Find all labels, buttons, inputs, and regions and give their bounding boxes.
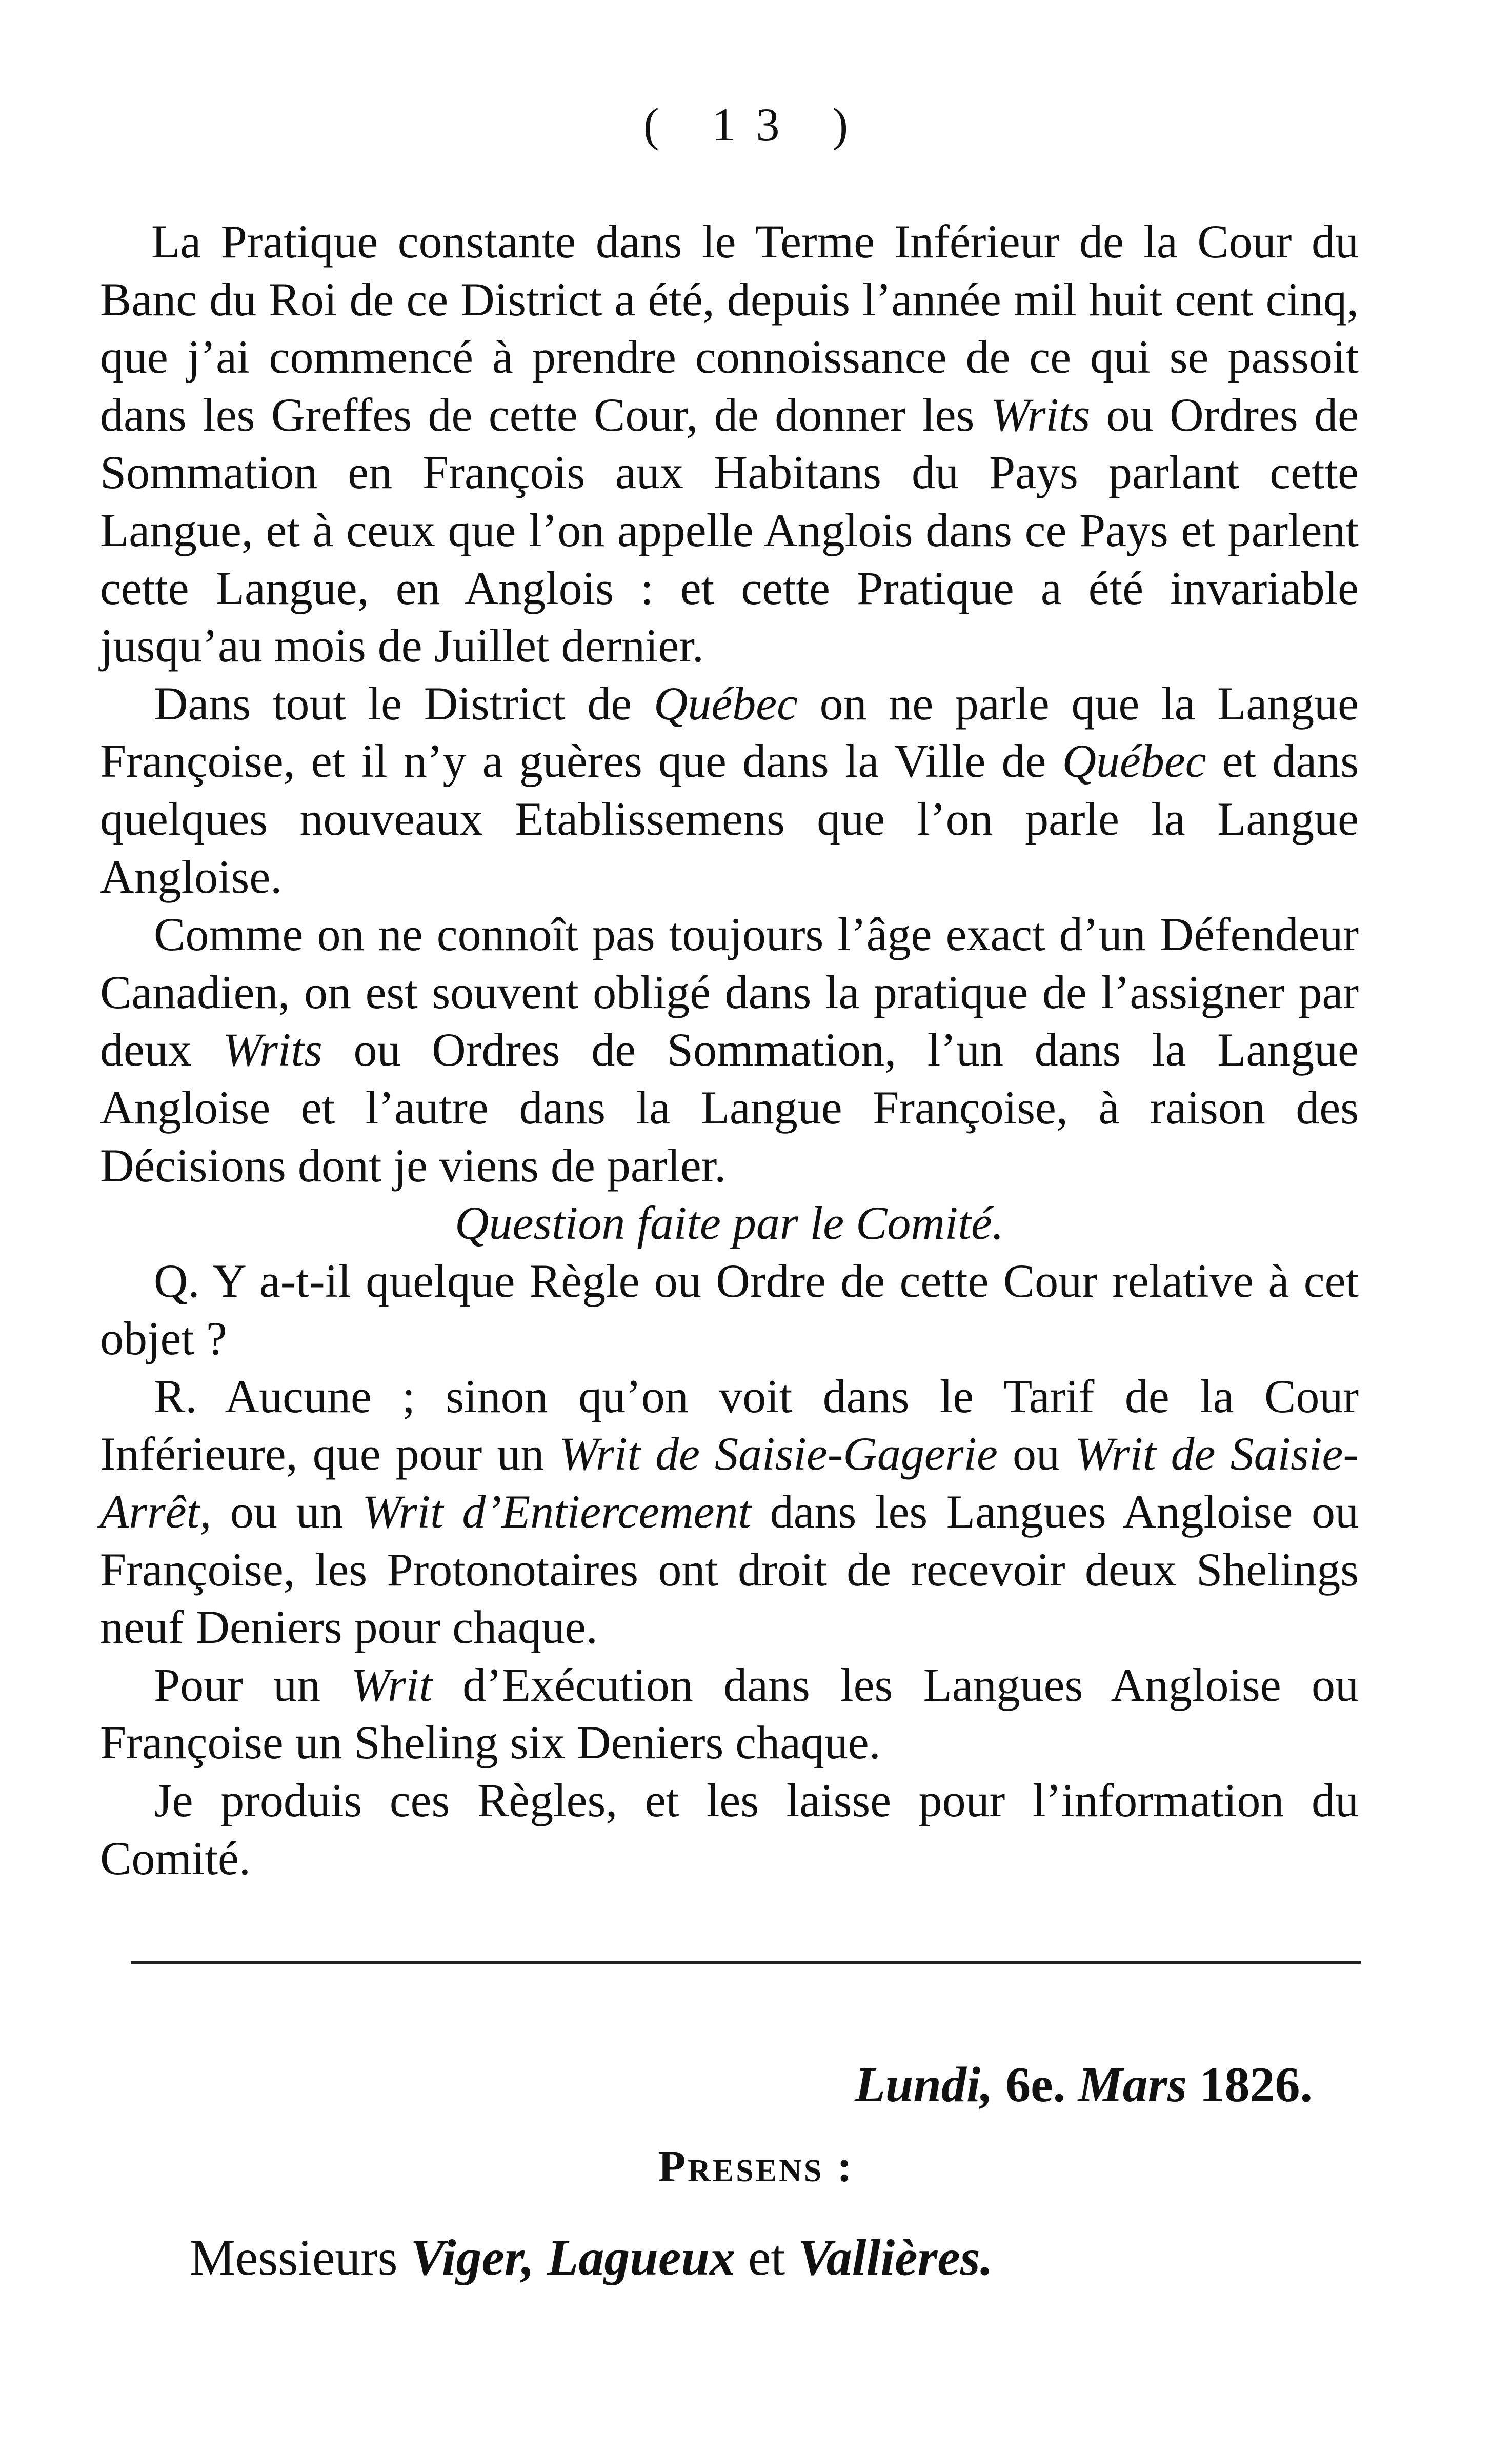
presens-label: Presens : (658, 2142, 854, 2192)
members-and: et (735, 2229, 798, 2286)
member-vallieres: Vallières. (798, 2229, 993, 2286)
date-day: Lundi, (854, 2057, 993, 2113)
date-number: 6e. (993, 2057, 1078, 2113)
answer-mid-1: ou (997, 1428, 1075, 1480)
writ-term: Writ (351, 1658, 432, 1711)
paragraph-practice-end: ou Ordres de Sommation en François aux Habitans du Pays parlant cette Langue, et à ceux que l’on appelle Anglois dans ce Pays et parlent cette Langue, en Anglois : et cette Pratique a été invariable jusqu’au mois de Juillet dernier. (100, 388, 1359, 672)
question-text: Q. Y a-t-il quelque Règle ou Ordre de cette Cour relative à cet objet ? (100, 1254, 1359, 1365)
writs-term: Writs (990, 388, 1091, 441)
paragraph-quebec (100, 675, 1359, 906)
paragraph-defendant-start: Comme on ne connoît pas toujours l’âge exact d’un Défendeur Canadien, on est souvent obligé dans la pratique de l’assigner par deux (100, 908, 1359, 1076)
paragraph-practice-text: La Pratique constante dans le Terme Inférieur de la Cour du Banc du Roi de ce District a été, depuis l’année mil huit cent cinq, que j’ai commencé à prendre connoissance de ce qui se passoit dans les Greffes de cette Cour, de donner les (100, 215, 1359, 441)
writ-entiercement: Writ d’Entiercement (362, 1485, 752, 1538)
paragraph-execution-start: Pour un (154, 1658, 351, 1711)
paragraph-rules: Je produis ces Règles, et les laisse pour l’information du Comité. (100, 1774, 1359, 1884)
answer-end: dans les Langues Angloise ou Françoise, les Protonotaires ont droit de recevoir deux Shelings neuf Deniers pour chaque. (100, 1485, 1359, 1654)
body-text (100, 213, 1359, 1887)
paragraph-practice (100, 213, 1359, 675)
paragraph-defendant (100, 906, 1359, 1194)
members-prefix: Messieurs (190, 2229, 411, 2286)
paragraph-quebec-end: et dans quelques nouveaux Etablissemens que l’on parle la Langue Angloise. (100, 735, 1359, 903)
date-year: 1826. (1187, 2057, 1313, 2113)
paragraph-execution-end: d’Exécution dans les Langues Angloise ou Françoise un Sheling six Deniers chaque. (100, 1658, 1359, 1769)
member-lagueux: Lagueux (547, 2229, 735, 2286)
paragraph-execution (100, 1656, 1359, 1772)
quebec-term-1: Québec (653, 677, 798, 730)
writs-term-2: Writs (223, 1023, 322, 1076)
page-number: ( 13 ) (643, 98, 869, 151)
writ-saisie-gagerie: Writ de Saisie-Gagerie (559, 1428, 998, 1480)
members-present (190, 2228, 993, 2287)
paragraph-quebec-mid: on ne parle que la Langue Françoise, et il n’y a guères que dans la Ville de (100, 677, 1359, 788)
paragraph-quebec-start: Dans tout le District de (154, 677, 654, 730)
answer-text (100, 1368, 1359, 1656)
paragraph-defendant-end: ou Ordres de Sommation, l’un dans la Langue Angloise et l’autre dans la Langue Françoise, à raison des Décisions dont je viens de parler. (100, 1023, 1359, 1192)
section-divider (131, 1961, 1361, 1964)
session-date (0, 2056, 1313, 2114)
member-viger: Viger, (410, 2229, 535, 2286)
answer-mid-2: ou un (211, 1485, 362, 1538)
answer-start: R. Aucune ; sinon qu’on voit dans le Tarif de la Cour Inférieure, que pour un (100, 1370, 1359, 1480)
date-month: Mars (1078, 2057, 1187, 2113)
quebec-term-2: Québec (1062, 735, 1206, 788)
writ-saisie-arret: Writ de Saisie-Arrêt, (100, 1428, 1359, 1538)
question-heading: Question faite par le Comité. (455, 1197, 1004, 1250)
